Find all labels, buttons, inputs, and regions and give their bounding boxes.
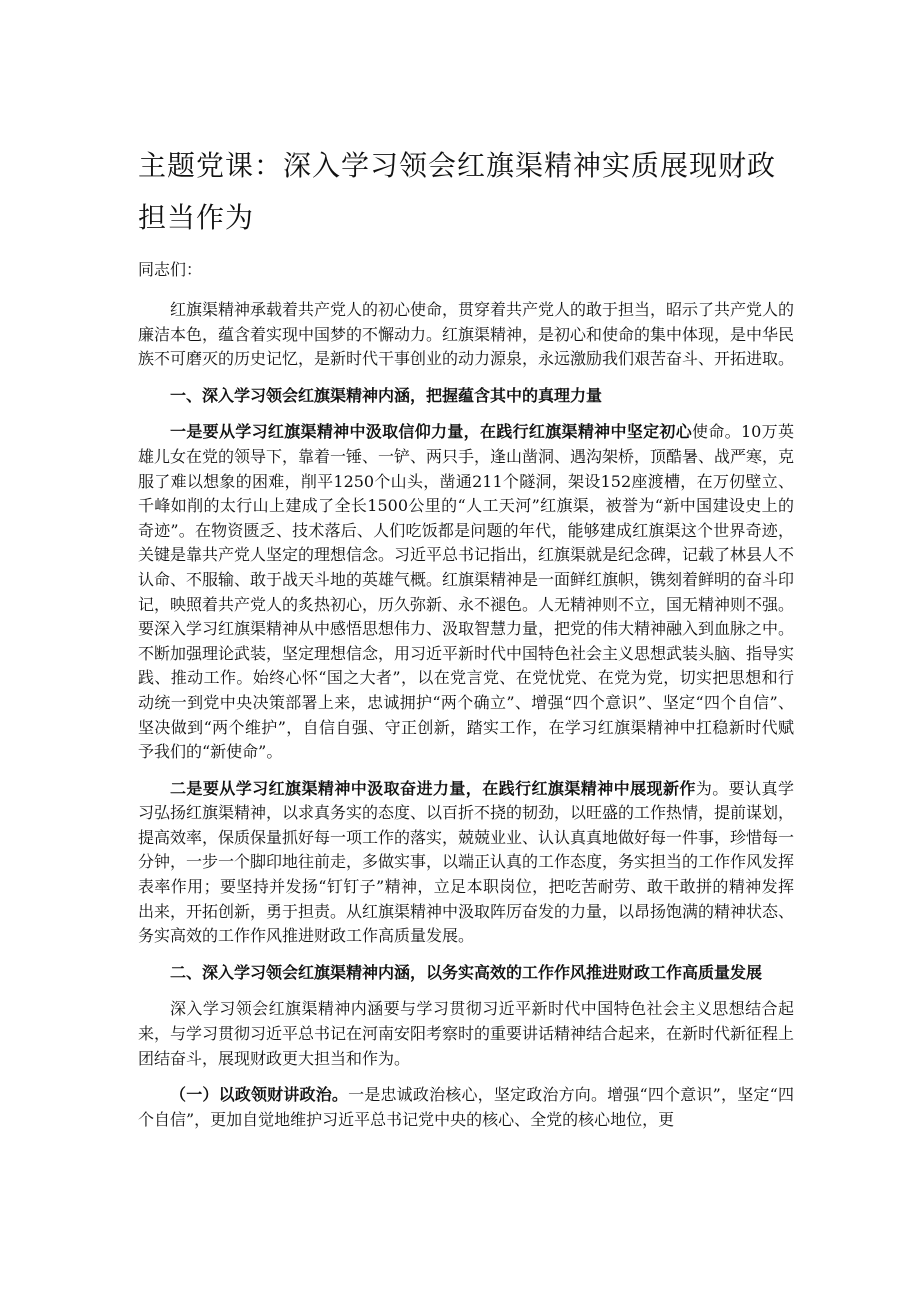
section-2-paragraph-2-lead: （一）以政领财讲政治。 [170,1085,349,1105]
section-1-heading: 一、深入学习领会红旗渠精神内涵，把握蕴含其中的真理力量 [170,385,603,405]
section-1-paragraph-1 [138,420,794,764]
document-page [138,140,794,1144]
intro-paragraph: 红旗渠精神承载着共产党人的初心使命，贯穿着共产党人的敢于担当，昭示了共产党人的廉洁本色，蕴含着实现中国梦的不懈动力。红旗渠精神，是初心和使命的集中体现，是中华民族不可磨灭的历史记忆，是新时代干事创业的动力源泉，永远激励我们艰苦奋斗、开拓进取。 [138,300,795,369]
section-1-paragraph-2-text: 为。要认真学习弘扬红旗渠精神，以求真务实的态度、以百折不挠的韧劲，以旺盛的工作热情，提前谋划，提高效率，保质保量抓好每一项工作的落实，兢兢业业、认认真真地做好每一件事，珍惜每一分钟，一步一个脚印地往前走，多做实事，以端正认真的工作态度，务实担当的工作作风发挥表率作用；要坚持并发扬“钉钉子”精神，立足本职岗位，把吃苦耐劳、敢干敢拼的精神发挥出来，开拓创新，勇于担责。从红旗渠精神中汲取阵厉奋发的力量，以昂扬饱满的精神状态、务实高效的工作作风推进财政工作高质量发展。 [138,778,795,946]
section-1-paragraph-1-text: 使命。10万英雄儿女在党的领导下，靠着一锤、一铲、两只手，逢山凿洞、遇沟架桥，顶酷暑、战严寒，克服了难以想象的困难，削平1250个山头，凿通211个隧洞，架设152座渡槽，在万仞壁立、千峰如削的太行山上建成了全长1500公里的“人工天河”红旗渠，被誉为“新中国建设史上的奇迹”。在物资匮乏、技术落后、人们吃饭都是问题的年代，能够建成红旗渠这个世界奇迹，关键是靠共产党人坚定的理想信念。习近平总书记指出，红旗渠就是纪念碑，记载了林县人不认命、不服输、敢于战天斗地的英雄气概。红旗渠精神是一面鲜红旗帜，镌刻着鲜明的奋斗印记，映照着共产党人的炙热初心，历久弥新、永不褪色。人无精神则不立，国无精神则不强。要深入学习红旗渠精神从中感悟思想伟力、汲取智慧力量，把党的伟大精神融入到血脉之中。不断加强理论武装，坚定理想信念，用习近平新时代中国特色社会主义思想武装头脑、指导实践、推动工作。始终心怀“国之大者”，以在党言党、在党忧党、在党为党，切实把思想和行动统一到党中央决策部署上来，忠诚拥护“两个确立”、增强“四个意识”、坚定“四个自信”、坚决做到“两个维护”，自信自强、守正创新，踏实工作，在学习红旗渠精神中扛稳新时代赋予我们的“新使命”。 [138,422,795,762]
page-title: 主题党课：深入学习领会红旗渠精神实质展现财政担当作为 [138,149,777,234]
section-1-paragraph-2-lead: 二是要从学习红旗渠精神中汲取奋进力量，在践行红旗渠精神中展现新作 [170,778,696,798]
section-2-paragraph-2 [138,1083,794,1132]
section-2-paragraph-1: 深入学习领会红旗渠精神内涵要与学习贯彻习近平新时代中国特色社会主义思想结合起来，与学习贯彻习近平总书记在河南安阳考察时的重要讲话精神结合起来，在新时代新征程上团结奋斗，展现财政更大担当和作为。 [138,999,795,1068]
greeting: 同志们： [138,260,203,279]
section-1-paragraph-1-lead: 一是要从学习红旗渠精神中汲取信仰力量，在践行红旗渠精神中坚定初心 [170,422,693,442]
section-1-paragraph-2 [138,777,794,949]
section-2-paragraph-2-text: 一是忠诚政治核心，坚定政治方向。增强“四个意识”，坚定“四个自信”，更加自觉地维护习近平总书记党中央的核心、全党的核心地位，更 [138,1085,794,1129]
section-2-heading: 二、深入学习领会红旗渠精神内涵，以务实高效的工作作风推进财政工作高质量发展 [170,962,763,982]
